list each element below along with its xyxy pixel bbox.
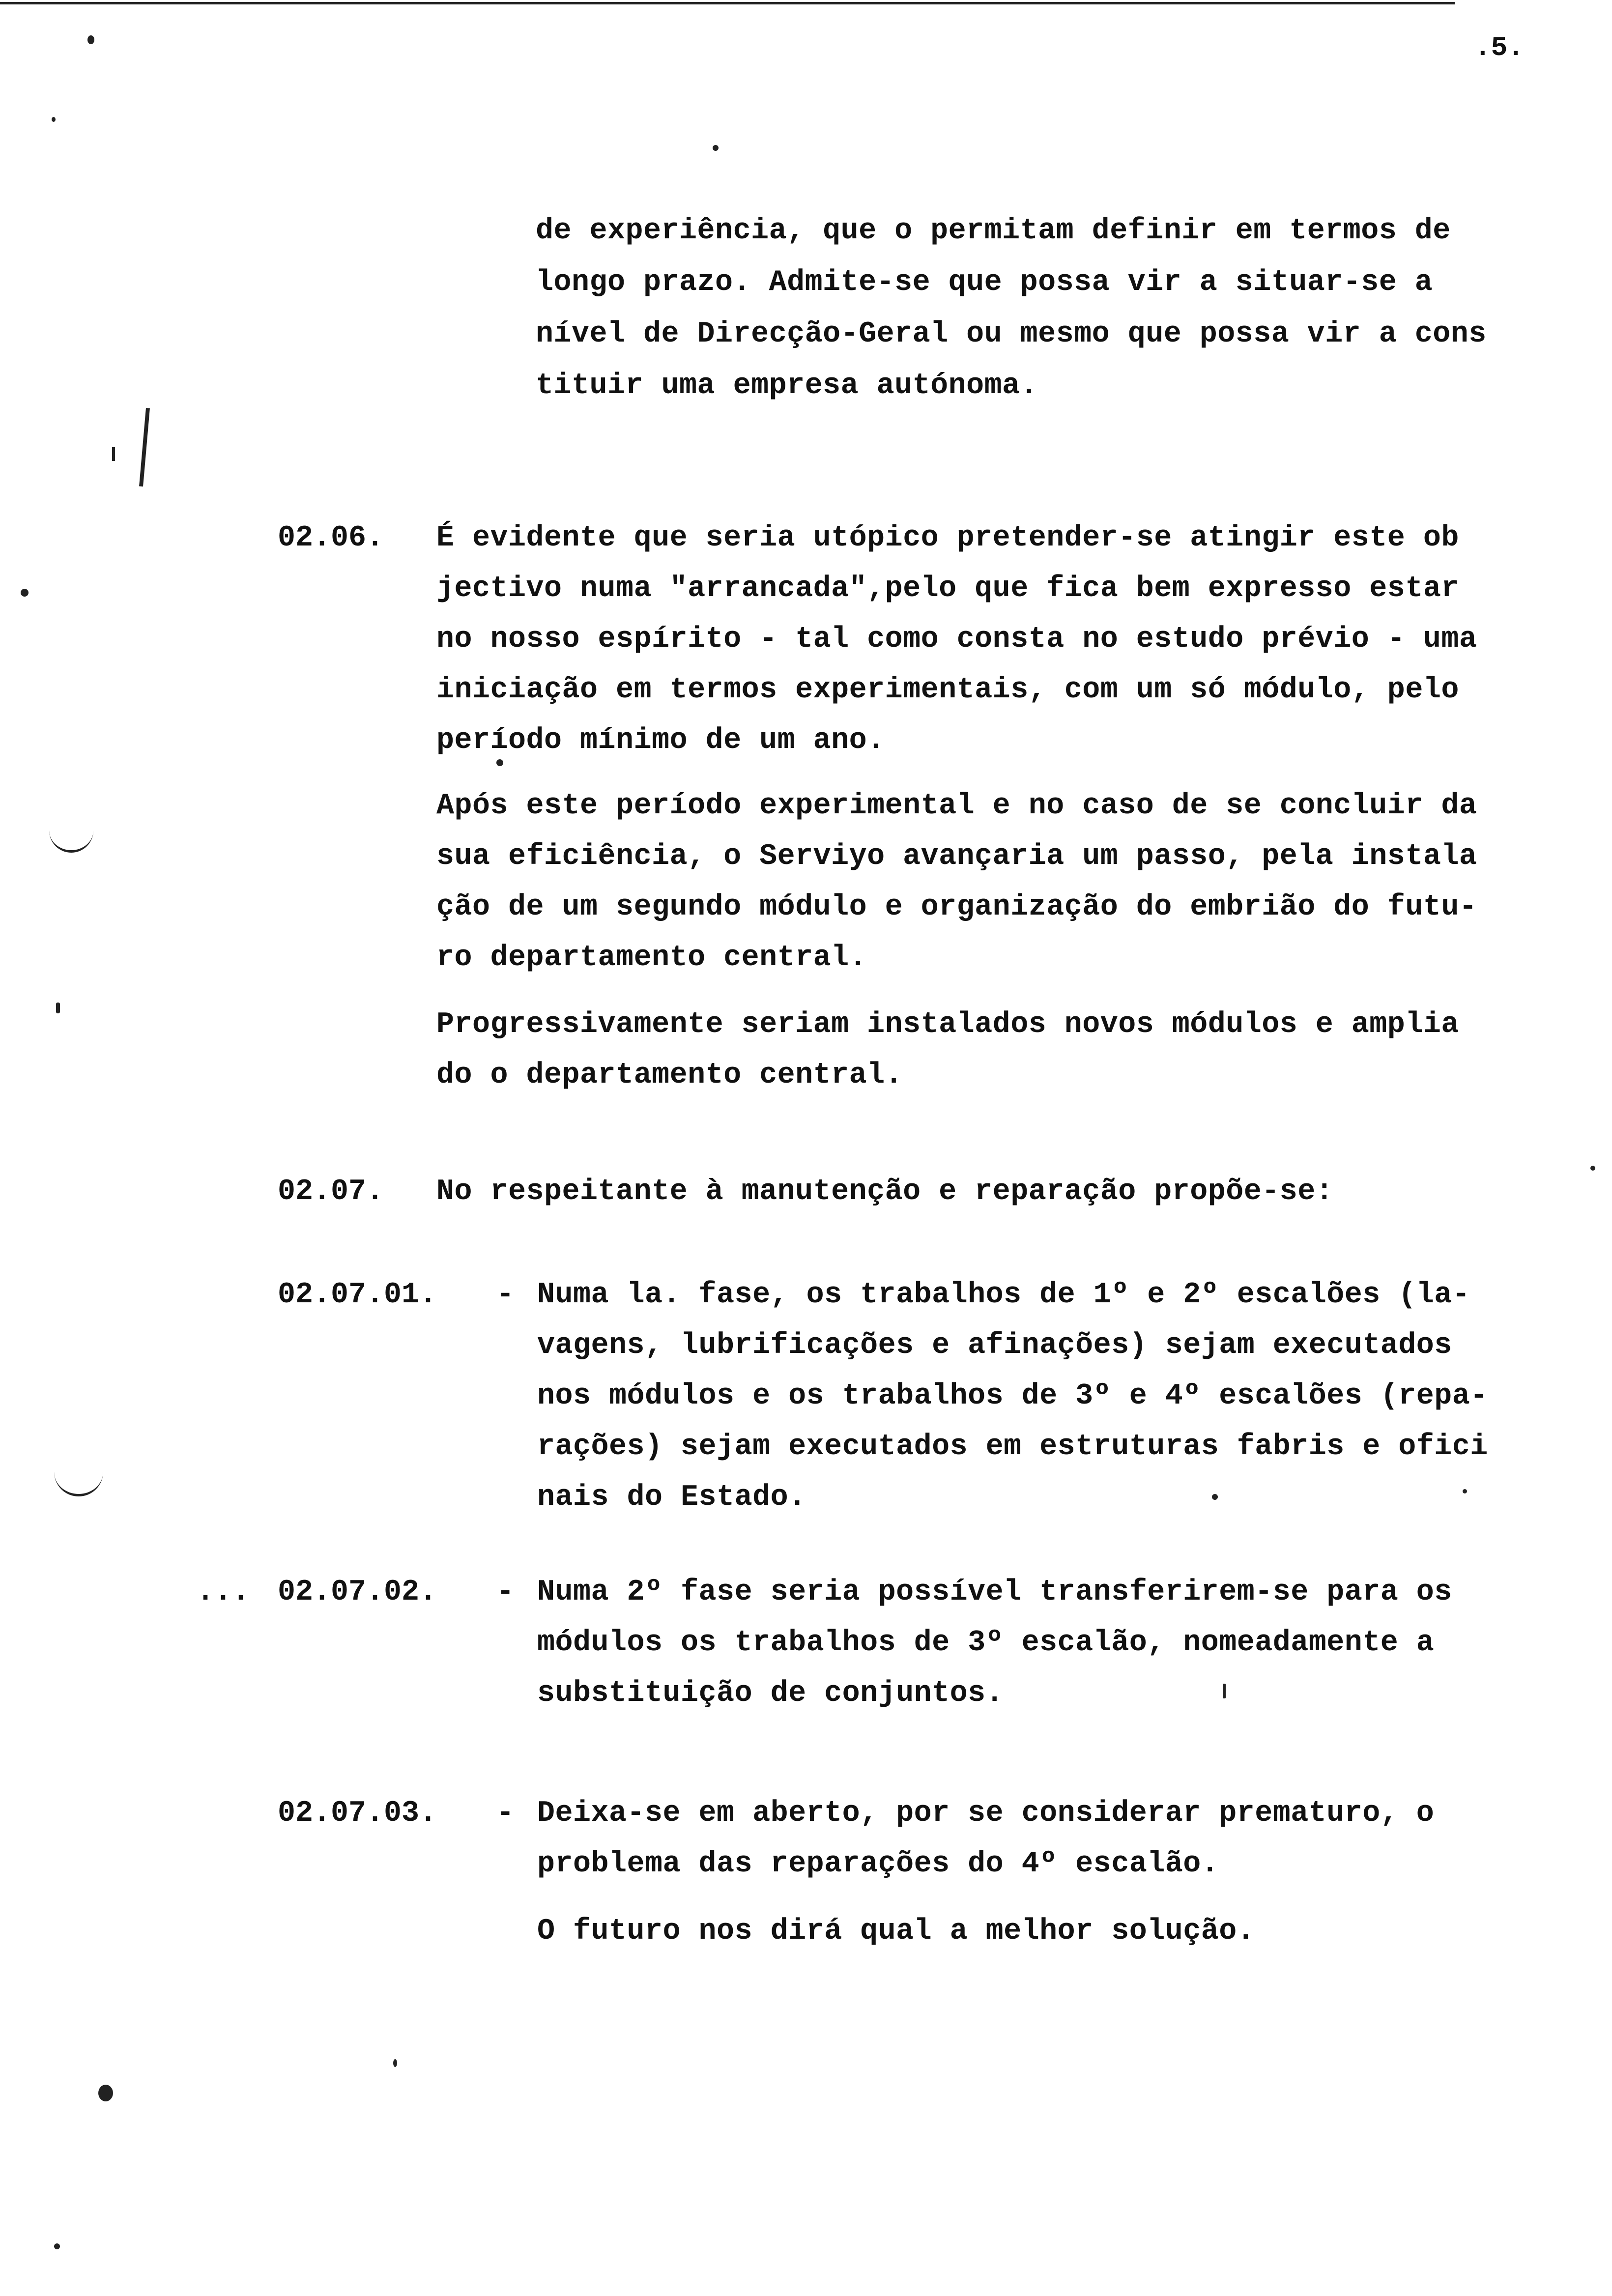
margin-stroke [139,408,150,487]
text-line: No respeitante à manutenção e reparação propõe-se: [436,1175,1334,1208]
margin-curve [54,1469,103,1496]
scan-speck [713,145,719,151]
text-line: Deixa-se em aberto, por se considerar prematuro, o [537,1797,1435,1830]
scan-speck [1212,1494,1218,1500]
text-line: de experiência, que o permitam definir em termos de [536,214,1451,248]
text-line: O futuro nos dirá qual a melhor solução. [537,1915,1255,1948]
text-line: rações) sejam executados em estruturas fabris e ofici [537,1430,1488,1464]
text-line: sua eficiência, o Serviyo avançaria um passo, pela instala [436,840,1477,873]
scan-speck [1463,1489,1467,1493]
scan-speck [98,2085,113,2101]
item-dash: - [496,1576,515,1609]
scan-speck [54,2243,60,2249]
text-line: jectivo numa "arrancada",pelo que fica bem expresso estar [436,572,1459,605]
top-rule [0,2,1455,4]
section-number: 02.07. [278,1175,384,1208]
scan-speck [52,117,56,122]
section-number: 02.07.02. [278,1576,437,1609]
section-number: 02.07.03. [278,1797,437,1830]
margin-stroke [112,447,115,461]
text-line: Numa 2º fase seria possível transferirem-se para os [537,1576,1452,1609]
scan-speck [1223,1684,1226,1698]
text-line: período mínimo de um ano. [436,724,885,757]
text-line: iniciação em termos experimentais, com um só módulo, pelo [436,673,1459,707]
text-line: vagens, lubrificações e afinações) sejam executados [537,1329,1452,1362]
scan-speck [1590,1166,1595,1171]
text-line: módulos os trabalhos de 3º escalão, nomeadamente a [537,1626,1435,1660]
item-dash: - [496,1797,515,1830]
text-line: Progressivamente seriam instalados novos módulos e amplia [436,1008,1459,1041]
scan-speck [496,759,503,766]
text-line: ção de um segundo módulo e organização do embrião do futu- [436,890,1477,924]
page-number: .5. [1474,32,1524,63]
scan-speck [393,2059,397,2067]
item-dash: - [496,1278,515,1312]
text-line: nos módulos e os trabalhos de 3º e 4º escalões (repa- [537,1379,1488,1413]
text-line: substituição de conjuntos. [537,1677,1004,1710]
margin-curve [49,826,93,853]
scan-speck [21,589,29,597]
text-line: ro departamento central. [436,941,867,975]
scan-speck [56,1003,60,1013]
text-line: problema das reparações do 4º escalão. [537,1847,1219,1881]
text-line: nível de Direcção-Geral ou mesmo que possa vir a cons [536,317,1487,351]
dot-leader: ... [197,1576,250,1609]
section-number: 02.07.01. [278,1278,437,1312]
scan-speck [87,35,94,44]
text-line: tituir uma empresa autónoma. [536,369,1038,402]
section-number: 02.06. [278,521,384,555]
text-line: no nosso espírito - tal como consta no estudo prévio - uma [436,623,1477,656]
text-line: Após este período experimental e no caso de se concluir da [436,789,1477,823]
text-line: nais do Estado. [537,1481,806,1514]
text-line: Numa la. fase, os trabalhos de 1º e 2º escalões (la- [537,1278,1470,1312]
text-line: do o departamento central. [436,1059,903,1092]
text-line: longo prazo. Admite-se que possa vir a situar-se a [536,266,1433,299]
text-line: É evidente que seria utópico pretender-se atingir este ob [436,521,1459,555]
